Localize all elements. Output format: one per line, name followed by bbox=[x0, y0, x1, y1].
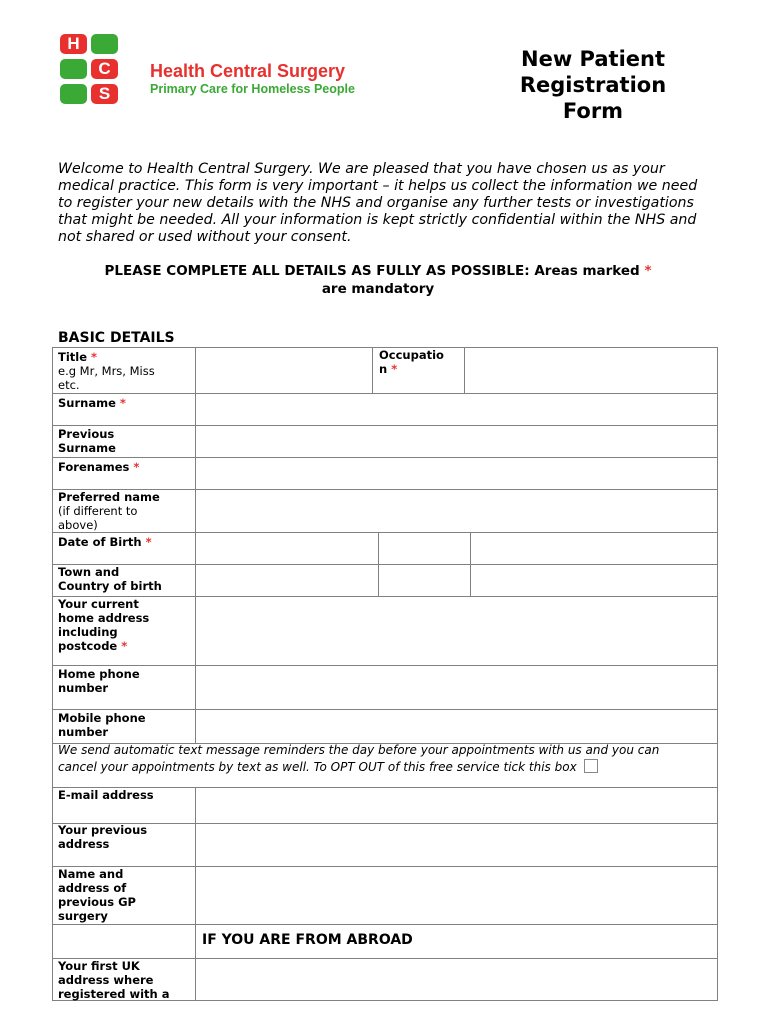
dob-field-3[interactable] bbox=[471, 533, 717, 564]
required-asterisk: * bbox=[121, 639, 128, 653]
home-address-label-text: home address bbox=[58, 611, 150, 625]
email-label: E-mail address bbox=[58, 788, 154, 802]
home-address-label-text: including bbox=[58, 625, 118, 639]
first-uk-address-label-text: address where bbox=[58, 973, 154, 987]
forenames-label bbox=[58, 460, 139, 474]
required-asterisk: * bbox=[391, 362, 398, 376]
preferred-name-hint: (if different to bbox=[58, 504, 138, 518]
forenames-field[interactable] bbox=[196, 458, 717, 489]
sms-opt-out-checkbox[interactable] bbox=[584, 759, 598, 773]
title-label-text: Title bbox=[58, 350, 88, 364]
forenames-label-text: Forenames bbox=[58, 460, 130, 474]
logo-square bbox=[60, 59, 87, 79]
home-address-label-text: Your current bbox=[58, 597, 139, 611]
date-of-birth-label-text: Date of Birth bbox=[58, 535, 142, 549]
previous-gp-label-text: Name and bbox=[58, 867, 124, 881]
previous-gp-label bbox=[58, 867, 136, 923]
title-hint: etc. bbox=[58, 378, 80, 392]
preferred-name-label-text: Preferred name bbox=[58, 490, 160, 504]
mandatory-notice-tail: are mandatory bbox=[321, 281, 435, 297]
required-asterisk: * bbox=[145, 535, 152, 549]
birthplace-label-text: Town and bbox=[58, 565, 120, 579]
logo-square bbox=[60, 84, 87, 104]
home-phone-label-text: number bbox=[58, 681, 109, 695]
dob-field-1[interactable] bbox=[196, 533, 378, 564]
welcome-paragraph: Welcome to Health Central Surgery. We are pleased that you have chosen us as your medical practice. This form is very important – it helps us collect the information we need to register your new details with the NHS and organise any further tests or investigations that might be needed. All your information is kept strictly confidential within the NHS and not shared or used without your consent. bbox=[58, 161, 698, 245]
abroad-section-heading: IF YOU ARE FROM ABROAD bbox=[202, 932, 413, 948]
home-phone-label bbox=[58, 667, 140, 695]
sms-notice-line: cancel your appointments by text as well. To OPT OUT of this free service tick this box bbox=[58, 759, 577, 774]
previous-gp-field[interactable] bbox=[196, 867, 717, 924]
preferred-name-hint: above) bbox=[58, 518, 98, 532]
birthplace-field-2[interactable] bbox=[379, 565, 470, 596]
email-field[interactable] bbox=[196, 788, 717, 823]
birthplace-label bbox=[58, 565, 162, 593]
home-address-label bbox=[58, 597, 149, 653]
first-uk-address-label-text: registered with a bbox=[58, 987, 170, 1001]
surname-field[interactable] bbox=[196, 394, 717, 425]
previous-surname-field[interactable] bbox=[196, 426, 717, 457]
home-phone-label-text: Home phone bbox=[58, 667, 140, 681]
section-heading: BASIC DETAILS bbox=[58, 330, 175, 346]
logo-square bbox=[91, 34, 118, 54]
previous-gp-label-text: previous GP bbox=[58, 895, 136, 909]
previous-gp-label-text: surgery bbox=[58, 909, 108, 923]
mobile-phone-field[interactable] bbox=[196, 710, 717, 743]
basic-details-table bbox=[52, 347, 718, 1001]
logo-letter-h: H bbox=[60, 34, 87, 54]
previous-address-label bbox=[58, 823, 147, 851]
birthplace-label-text: Country of birth bbox=[58, 579, 162, 593]
birthplace-field-1[interactable] bbox=[196, 565, 378, 596]
mandatory-notice bbox=[58, 262, 698, 298]
surgery-tagline: Primary Care for Homeless People bbox=[150, 82, 355, 96]
surgery-name: Health Central Surgery bbox=[150, 61, 346, 81]
required-asterisk: * bbox=[119, 396, 126, 410]
surname-label bbox=[58, 396, 126, 410]
first-uk-address-field[interactable] bbox=[196, 959, 717, 1000]
home-address-label-text: postcode bbox=[58, 639, 118, 653]
required-asterisk: * bbox=[644, 263, 652, 279]
form-title bbox=[498, 46, 688, 124]
previous-address-label-text: Your previous bbox=[58, 823, 148, 837]
dob-field-2[interactable] bbox=[379, 533, 470, 564]
first-uk-address-label bbox=[58, 959, 170, 1001]
occupation-label bbox=[379, 348, 444, 376]
previous-gp-label-text: address of bbox=[58, 881, 127, 895]
previous-surname-label bbox=[58, 427, 116, 455]
mobile-phone-label bbox=[58, 711, 146, 739]
home-phone-field[interactable] bbox=[196, 666, 717, 709]
first-uk-address-label-text: Your first UK bbox=[58, 959, 140, 973]
mobile-phone-label-text: Mobile phone bbox=[58, 711, 146, 725]
form-title-line: New Patient bbox=[521, 47, 665, 71]
birthplace-field-3[interactable] bbox=[471, 565, 717, 596]
previous-address-field[interactable] bbox=[196, 824, 717, 866]
preferred-name-field[interactable] bbox=[196, 490, 717, 532]
previous-surname-label-text: Previous bbox=[58, 427, 115, 441]
previous-surname-label-text: Surname bbox=[58, 441, 116, 455]
preferred-name-label bbox=[58, 490, 160, 532]
occupation-label-text: n bbox=[379, 362, 388, 376]
surgery-logo bbox=[60, 34, 410, 110]
mandatory-notice-text: PLEASE COMPLETE ALL DETAILS AS FULLY AS POSSIBLE: Areas marked bbox=[104, 263, 640, 279]
logo-letter-c: C bbox=[91, 59, 118, 79]
sms-notice-line: We send automatic text message reminders the day before your appointments with us and you can bbox=[58, 743, 660, 757]
occupation-label-text: Occupatio bbox=[379, 348, 444, 362]
sms-reminder-notice bbox=[58, 743, 718, 775]
previous-address-label-text: address bbox=[58, 837, 110, 851]
required-asterisk: * bbox=[133, 460, 140, 474]
home-address-field[interactable] bbox=[196, 597, 717, 665]
surname-label-text: Surname bbox=[58, 396, 116, 410]
title-hint: e.g Mr, Mrs, Miss bbox=[58, 364, 155, 378]
form-title-line: Form bbox=[562, 99, 624, 123]
date-of-birth-label bbox=[58, 535, 152, 549]
required-asterisk: * bbox=[91, 350, 98, 364]
form-title-line: Registration bbox=[519, 73, 667, 97]
logo-letter-s: S bbox=[91, 84, 118, 104]
title-field[interactable] bbox=[196, 348, 372, 393]
mobile-phone-label-text: number bbox=[58, 725, 109, 739]
title-label bbox=[58, 350, 155, 392]
occupation-field[interactable] bbox=[465, 348, 717, 393]
